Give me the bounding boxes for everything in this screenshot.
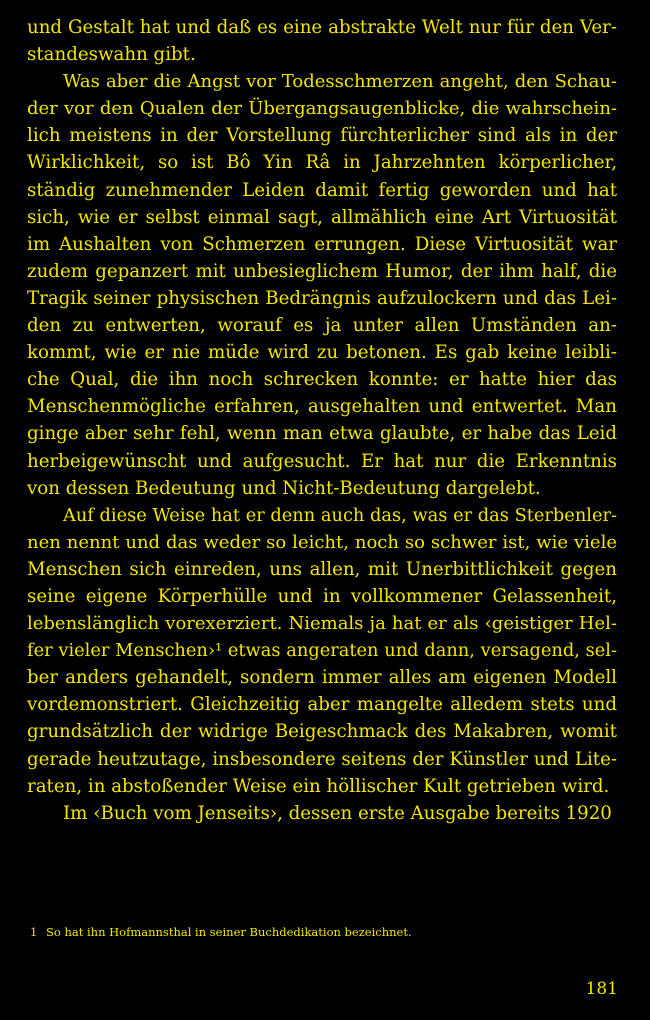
text-line: und Gestalt hat und daß es eine abstrakte Welt nur für den Ver- <box>27 17 617 38</box>
text-line: lich meistens in der Vorstellung fürchterlicher sind als in der <box>27 125 617 147</box>
text-line: Im ‹Buch vom Jenseits›, dessen erste Ausgabe bereits 1920 <box>63 802 612 824</box>
text-line: im Aushalten von Schmerzen errungen. Diese Virtuosität war <box>27 233 617 255</box>
text-line: gerade heutzutage, insbesondere seitens der Künstler und Lite- <box>27 748 617 770</box>
text-line: Auf diese Weise hat er denn auch das, was er das Sterbenler- <box>63 504 617 526</box>
text-line: Was aber die Angst vor Todesschmerzen angeht, den Schau- <box>63 71 617 93</box>
text-line: nen nennt und das weder so leicht, noch so schwer ist, wie viele <box>27 531 617 553</box>
body-text <box>27 14 617 827</box>
page-number: 181 <box>585 979 618 999</box>
text-line: Tragik seiner physischen Bedrängnis aufzulockern und das Lei- <box>27 287 617 309</box>
paragraph <box>27 502 617 800</box>
text-line: Menschen sich einreden, uns allen, mit Unerbittlichkeit gegen <box>27 558 617 580</box>
footnote <box>30 924 620 940</box>
paragraph <box>27 800 617 827</box>
text-line: der vor den Qualen der Übergangsaugenblicke, die wahrschein- <box>27 98 617 120</box>
text-line: grundsätzlich der widrige Beigeschmack des Makabren, womit <box>27 721 617 743</box>
footnote-text: So hat ihn Hofmannsthal in seiner Buchdedikation bezeichnet. <box>46 925 412 939</box>
text-line: sich, wie er selbst einmal sagt, allmählich eine Art Virtuosität <box>27 206 617 228</box>
text-line: ginge aber sehr fehl, wenn man etwa glaubte, er habe das Leid <box>27 423 617 445</box>
text-line: ständig zunehmender Leiden damit fertig geworden und hat <box>27 179 617 201</box>
text-line: den zu entwerten, worauf es ja unter allen Umständen an- <box>27 315 617 337</box>
text-line: raten, in abstoßender Weise ein höllischer Kult getrieben wird. <box>27 775 610 797</box>
text-line: kommt, wie er nie müde wird zu betonen. Es gab keine leibli- <box>27 342 617 364</box>
text-line: zudem gepanzert mit unbesieglichem Humor, der ihm half, die <box>27 260 617 282</box>
text-line: lebenslänglich vorexerziert. Niemals ja hat er als ‹geistiger Hel- <box>27 613 617 635</box>
text-line: ber anders gehandelt, sondern immer alles am eigenen Modell <box>27 667 617 689</box>
text-line: fer vieler Menschen›¹ etwas angeraten und dann, versagend, sel- <box>27 640 617 662</box>
paragraph <box>27 14 617 68</box>
footnote-marker: 1 <box>30 925 38 939</box>
text-line: Menschenmögliche erfahren, ausgehalten und entwertet. Man <box>27 396 617 418</box>
text-line: standeswahn gibt. <box>27 44 196 66</box>
text-line: vordemonstriert. Gleichzeitig aber mangelte alledem stets und <box>27 694 617 716</box>
text-line: che Qual, die ihn noch schrecken konnte: er hatte hier das <box>27 369 617 391</box>
text-line: seine eigene Körperhülle und in vollkommener Gelassenheit, <box>27 585 617 607</box>
text-line: Wirklichkeit, so ist Bô Yin Râ in Jahrzehnten körperlicher, <box>27 152 617 174</box>
text-line: herbeigewünscht und aufgesucht. Er hat nur die Erkenntnis <box>27 450 617 472</box>
text-line: von dessen Bedeutung und Nicht-Bedeutung dargelebt. <box>27 477 541 499</box>
paragraph <box>27 68 617 502</box>
